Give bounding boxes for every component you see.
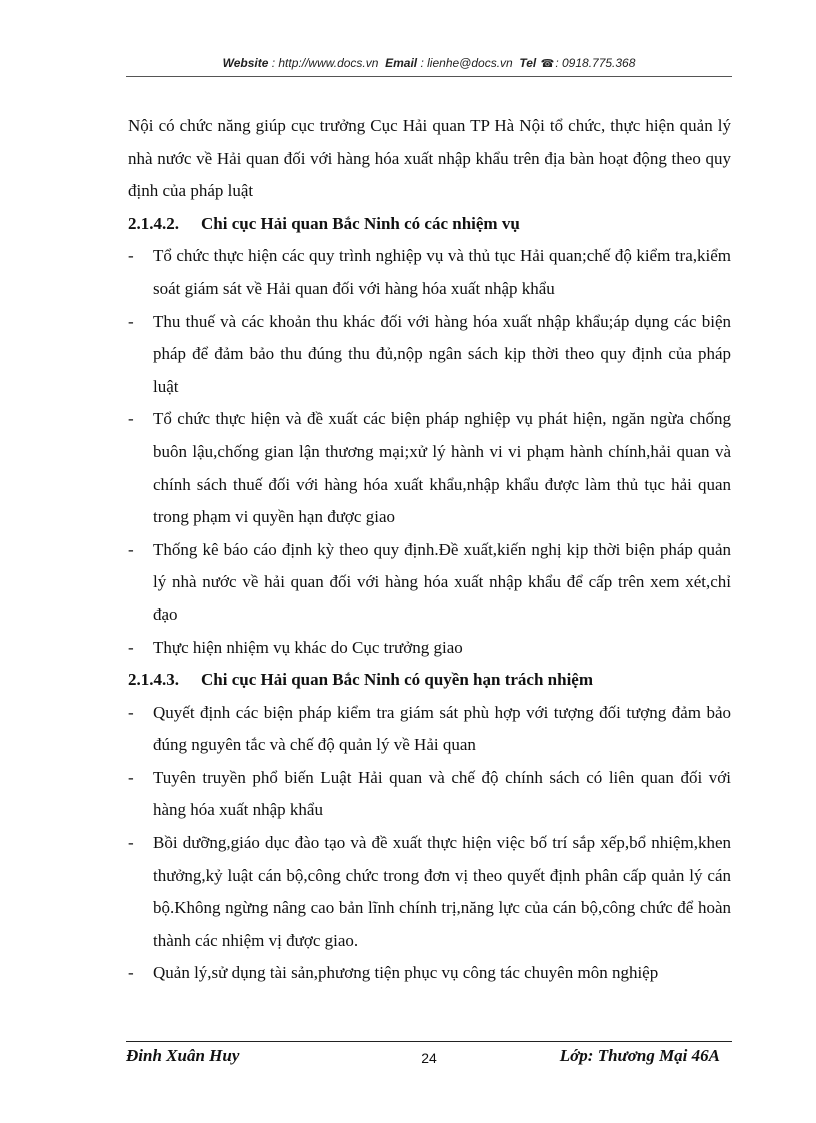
section-title: Chi cục Hải quan Bắc Ninh có các nhiệm vụ <box>201 213 520 233</box>
bullet-dash: - <box>128 246 134 266</box>
bullet-dash: - <box>128 963 134 983</box>
bullet-dash: - <box>128 311 134 331</box>
bullet-dash: - <box>128 767 134 787</box>
list-item-text: Tổ chức thực hiện và đề xuất các biện pháp nghiệp vụ phát hiện, ngăn ngừa chống buôn lậu,chống gian lận thương mại;xử lý hành vi vi phạm hành chính,hải quan và chính sách thuế đối với hàng hóa xuất khẩu,nhập khẩu được làm thủ tục hải quan trong phạm vi quyền hạn được giao <box>153 409 731 527</box>
list-item <box>128 306 731 404</box>
list-item <box>128 957 731 990</box>
email-value: : lienhe@docs.vn <box>420 56 513 70</box>
bullet-dash: - <box>128 539 134 559</box>
list-item <box>128 697 731 762</box>
section-heading-2-1-4-3 <box>128 664 731 697</box>
bullet-dash: - <box>128 637 134 657</box>
list-item-text: Quyết định các biện pháp kiểm tra giám sát phù hợp với tượng đối tượng đảm bảo đúng nguyên tắc và chế độ quản lý về Hải quan <box>153 702 731 755</box>
list-item-text: Tuyên truyền phổ biến Luật Hải quan và chế độ chính sách có liên quan đối với hàng hóa xuất nhập khẩu <box>153 767 731 820</box>
author-name: Đinh Xuân Huy <box>126 1046 240 1065</box>
phone-icon: ☎ <box>540 58 555 70</box>
page-body <box>128 110 731 990</box>
page-number: 24 <box>421 1050 437 1066</box>
email-label: Email <box>385 56 418 70</box>
list-item-text: Thực hiện nhiệm vụ khác do Cục trưởng giao <box>153 637 463 657</box>
bullet-dash: - <box>128 409 134 429</box>
page-footer <box>126 1041 732 1072</box>
section-number: 2.1.4.3. <box>128 670 179 690</box>
intro-paragraph: Nội có chức năng giúp cục trưởng Cục Hải quan TP Hà Nội tổ chức, thực hiện quản lý nhà nước về Hải quan đối với hàng hóa xuất nhập khẩu trên địa bàn hoạt động theo quy định của pháp luật <box>128 116 731 201</box>
tel-label: Tel <box>519 56 537 70</box>
section-title: Chi cục Hải quan Bắc Ninh có quyền hạn trách nhiệm <box>201 670 594 690</box>
list-item <box>128 534 731 632</box>
list-item <box>128 240 731 305</box>
list-item <box>128 762 731 827</box>
section-number: 2.1.4.2. <box>128 213 179 233</box>
class-label: Lớp: Thương Mại 46A <box>559 1046 720 1065</box>
page-header <box>126 56 732 77</box>
list-item-text: Tổ chức thực hiện các quy trình nghiệp vụ và thủ tục Hải quan;chế độ kiểm tra,kiểm soát giám sát về Hải quan đối với hàng hóa xuất nhập khẩu <box>153 246 731 298</box>
website-value: : http://www.docs.vn <box>271 56 379 70</box>
website-label: Website <box>222 56 269 70</box>
list-item <box>128 827 731 957</box>
section2-list <box>128 697 731 990</box>
list-item <box>128 403 731 533</box>
bullet-dash: - <box>128 702 134 722</box>
list-item-text: Bồi dưỡng,giáo dục đào tạo và đề xuất thực hiện việc bố trí sắp xếp,bổ nhiệm,khen thưởng,kỷ luật cán bộ,công chức trong đơn vị theo quyết định phân cấp quản lý cán bộ.Không ngừng nâng cao bản lĩnh chính trị,năng lực của cán bộ,công chức để hoàn thành các nhiệm vị được giao. <box>153 833 731 950</box>
section1-list <box>128 240 731 664</box>
section-heading-2-1-4-2 <box>128 208 731 241</box>
bullet-dash: - <box>128 833 134 853</box>
list-item-text: Thu thuế và các khoản thu khác đối với hàng hóa xuất nhập khẩu;áp dụng các biện pháp để đảm bảo thu đúng thu đủ,nộp ngân sách kịp thời theo quy định của pháp luật <box>153 311 731 396</box>
list-item-text: Thống kê báo cáo định kỳ theo quy định.Đề xuất,kiến nghị kịp thời biện pháp quản lý nhà nước về hải quan đối với hàng hóa xuất nhập khẩu để cấp trên xem xét,chỉ đạo <box>153 539 731 624</box>
list-item-text: Quản lý,sử dụng tài sản,phương tiện phục vụ công tác chuyên môn nghiệp <box>153 963 659 983</box>
list-item <box>128 632 731 665</box>
tel-value: : 0918.775.368 <box>555 56 636 70</box>
